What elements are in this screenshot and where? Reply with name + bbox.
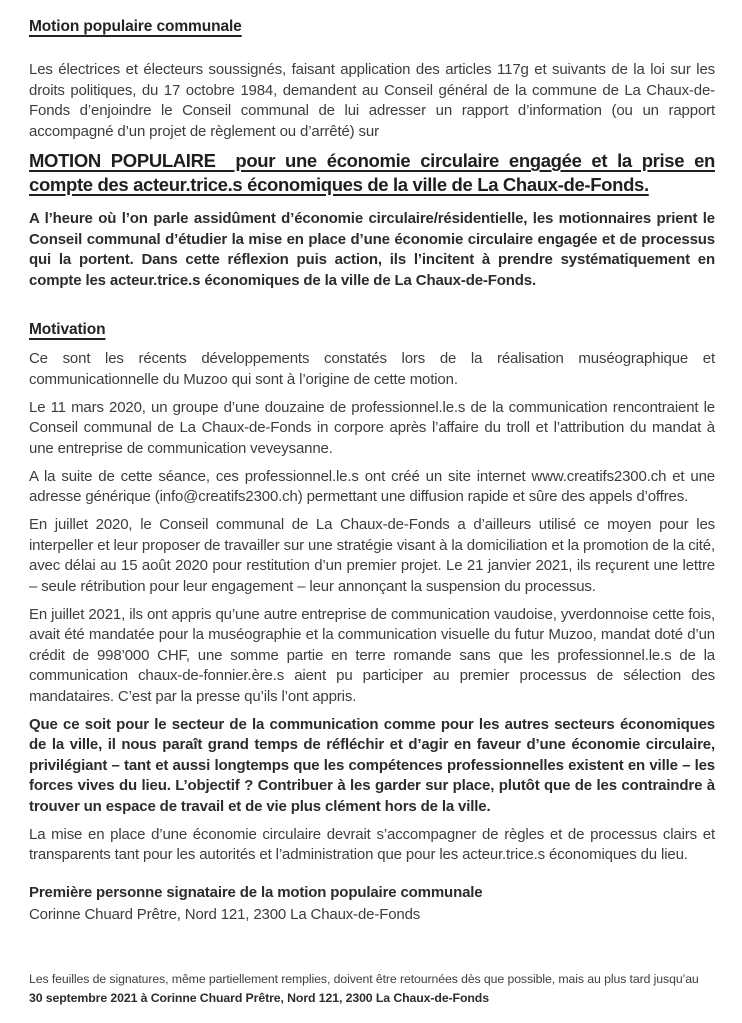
motivation-paragraph-5: En juillet 2021, ils ont appris qu’une autre entreprise de communication vaudoise, yverdonnoise cette fois, avait été mandatée pour la muséographie et la communication visuelle du futur Muzoo, mandat doté d’un crédit de 998’000 CHF, une somme partie en terre romande sans que les professionnel.le.s de la communication chaux-de-fonnier.ère.s aient pu participer au premier processus de sélection des mandataires. C’est par la presse qu’ils l’ont appris. bbox=[29, 605, 715, 705]
signatory-name-address: Corinne Chuard Prêtre, Nord 121, 2300 La Chaux-de-Fonds bbox=[29, 906, 421, 923]
document-title bbox=[29, 17, 715, 37]
emphasis-paragraph: Que ce soit pour le secteur de la communication comme pour les autres secteurs économiques de la ville, il nous paraît grand temps de réfléchir et d’agir en faveur d’une économie circulaire, privilégiant – tant et aussi longtemps que les compétences professionnelles existent en ville – les forces vives du lieu. L’objectif ? Contribuer à les garder sur place, plutôt que de les contraindre à trouver un espace de travail et de vie plus clément hors de la ville. bbox=[29, 715, 715, 815]
intro-paragraph: Les électrices et électeurs soussignés, faisant application des articles 117g et suivants de la loi sur les droits politiques, du 17 octobre 1984, demandent au Conseil général de la commune de La Chaux-de-Fonds d’enjoindre le Conseil communal de lui adresser un rapport d’information (ou un rapport accompagné d’un projet de règlement ou d’arrêté) sur bbox=[29, 61, 715, 140]
motivation-heading-text: Motivation bbox=[29, 321, 106, 338]
motion-heading bbox=[29, 149, 715, 196]
motivation-paragraph-2: Le 11 mars 2020, un groupe d’une douzaine de professionnel.le.s de la communication rencontraient le Conseil communal de La Chaux-de-Fonds in corpore après l’affaire du troll et l’attribution du mandat à une entreprise de communication veveysanne. bbox=[29, 398, 715, 457]
footer-note bbox=[29, 970, 715, 1008]
motivation-paragraph-4: En juillet 2020, le Conseil communal de La Chaux-de-Fonds a d’ailleurs utilisé ce moyen pour les interpeller et leur proposer de travailler sur une stratégie visant à la domiciliation et la promotion de la cité, avec délai au 15 août 2020 pour restitution d’un premier projet. Le 21 janvier 2021, ils reçurent une lettre – seule rétribution pour leur engagement – leur annonçant la suspension du processus. bbox=[29, 516, 715, 595]
footer-deadline-text: 30 septembre 2021 à Corinne Chuard Prêtre, Nord 121, 2300 La Chaux-de-Fonds bbox=[29, 990, 489, 1005]
closing-paragraph: La mise en place d’une économie circulaire devrait s’accompagner de règles et de processus clairs et transparents tant pour les autorités et l’administration que pour les acteur.trice.s économiques du lieu. bbox=[29, 825, 715, 863]
document-title-text: Motion populaire communale bbox=[29, 18, 242, 35]
motion-lead-paragraph: A l’heure où l’on parle assidûment d’économie circulaire/résidentielle, les motionnaires prient le Conseil communal d’étudier la mise en place d’une économie circulaire engagée et de processus qui la portent. Dans cette réflexion puis action, ils l’incitent à prendre systématiquement en compte les acteur.trice.s économiques de la ville de La Chaux-de-Fonds. bbox=[29, 210, 715, 289]
motion-heading-text: MOTION POPULAIRE pour une économie circulaire engagée et la prise en compte des acteur.trice.s économiques de la ville de La Chaux-de-Fonds. bbox=[29, 150, 715, 195]
signatory-block bbox=[29, 883, 715, 926]
motivation-paragraph-1: Ce sont les récents développements constatés lors de la réalisation muséographique et communicationnelle du Muzoo qui sont à l’origine de cette motion. bbox=[29, 350, 715, 388]
motivation-heading bbox=[29, 320, 715, 340]
signatory-heading: Première personne signataire de la motion populaire communale bbox=[29, 883, 483, 901]
motivation-paragraph-3: A la suite de cette séance, ces professionnel.le.s ont créé un site internet www.creatifs2300.ch et une adresse générique (info@creatifs2300.ch) permettant une diffusion rapide et sûre des appels d’offres. bbox=[29, 467, 715, 505]
footer-note-text: Les feuilles de signatures, même partiellement remplies, doivent être retournées dès que possible, mais au plus tard jusqu’au bbox=[29, 971, 699, 986]
